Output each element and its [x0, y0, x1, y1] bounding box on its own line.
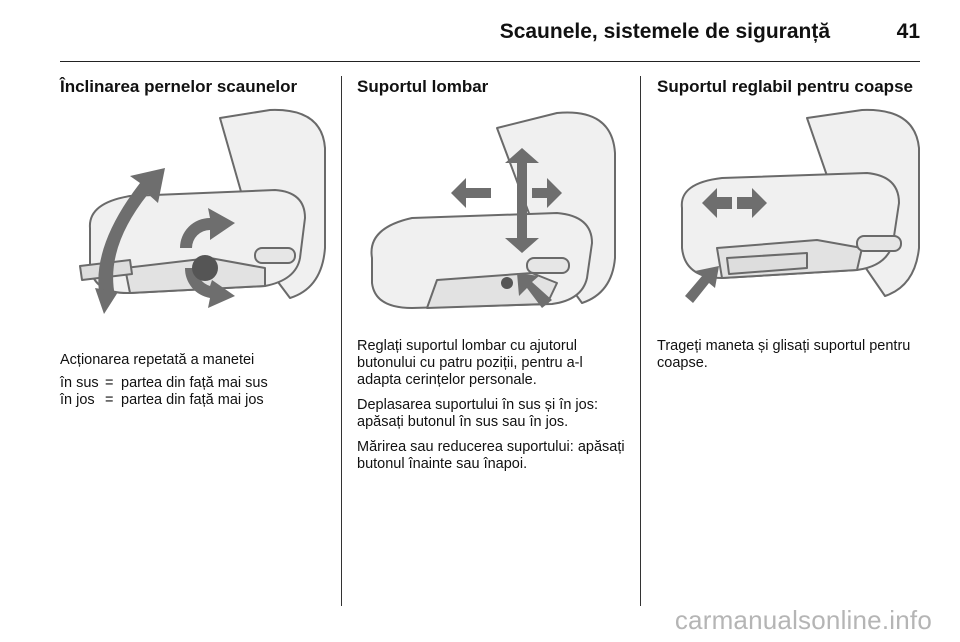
section-heading: Înclinarea pernelor scaunelor	[60, 77, 298, 96]
section-heading: Suportul lombar	[357, 77, 489, 96]
column-divider	[640, 76, 641, 606]
paragraph: Mărirea sau reducerea suportului: apăsați butonul înainte sau înapoi.	[357, 439, 625, 472]
definition-description: partea din față mai jos	[121, 392, 264, 408]
definition-row	[60, 392, 268, 409]
definition-term: în sus	[60, 375, 99, 391]
definition-list	[60, 375, 268, 409]
definition-separator: =	[105, 392, 114, 408]
watermark: carmanualsonline.info	[674, 605, 932, 635]
seat-cushion-tilt-illustration	[60, 108, 328, 318]
header-title: Scaunele, sistemele de siguranță	[499, 20, 830, 43]
section-heading: Suportul reglabil pentru coapse	[657, 77, 913, 96]
definition-term: în jos	[60, 392, 95, 408]
page-header	[60, 0, 920, 62]
header-rule	[60, 61, 920, 62]
thigh-support-illustration	[657, 108, 921, 318]
column-divider	[341, 76, 342, 606]
instruction-text: Acționarea repetată a manetei	[60, 352, 255, 368]
paragraph: Trageți maneta și glisați suportul pentru coapse.	[657, 338, 911, 371]
paragraph: Reglați suportul lombar cu ajutorul butonului cu patru poziții, pentru a-l adapta cerințelor personale.	[357, 338, 583, 388]
section-seat-cushion-tilt	[60, 76, 328, 409]
definition-separator: =	[105, 375, 114, 391]
section-thigh-support	[657, 76, 921, 372]
paragraph: Deplasarea suportului în sus și în jos: apăsați butonul în sus sau în jos.	[357, 397, 598, 430]
page-number: 41	[896, 20, 920, 43]
definition-row	[60, 375, 268, 392]
lumbar-support-illustration	[357, 108, 627, 318]
section-lumbar-support	[357, 76, 627, 473]
definition-description: partea din față mai sus	[121, 375, 268, 391]
